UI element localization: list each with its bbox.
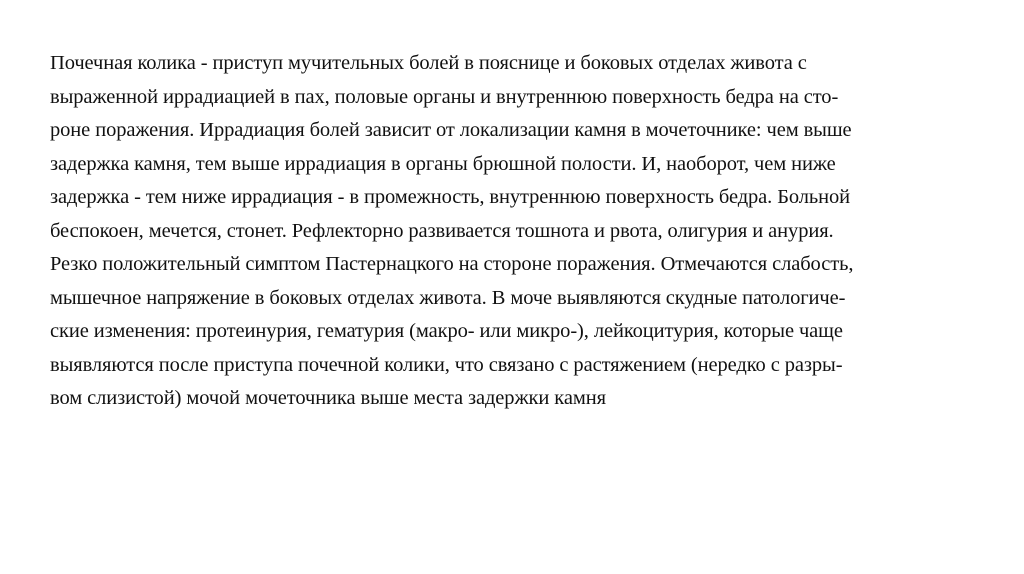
body-paragraph — [50, 47, 950, 416]
text-line: задержка - тем ниже иррадиация - в промежность, внутреннюю поверхность бедра. Больной — [50, 186, 851, 208]
text-line: мышечное напряжение в боковых отделах живота. В моче выявляются скудные патологиче- — [50, 286, 846, 309]
text-line: роне поражения. Иррадиация болей зависит от локализации камня в мочеточнике: чем выше — [50, 119, 852, 141]
text-line: Почечная колика - приступ мучительных болей в пояснице и боковых отделах живота с — [50, 52, 807, 74]
text-line: беспокоен, мечется, стонет. Рефлекторно развивается тошнота и рвота, олигурия и анурия. — [50, 219, 834, 242]
text-line: выраженной иррадиацией в пах, половые органы и внутреннюю поверхность бедра на сто- — [50, 85, 839, 108]
text-line: задержка камня, тем выше иррадиация в органы брюшной полости. И, наоборот, чем ниже — [50, 152, 836, 175]
text-line: ские изменения: протеинурия, гематурия (макро- или микро-), лейкоцитурия, которые чаще — [50, 320, 843, 342]
text-line: Резко положительный симптом Пастернацкого на стороне поражения. Отмечаются слабость, — [50, 253, 854, 275]
text-line: вом слизистой) мочой мочеточника выше места задержки камня — [50, 387, 606, 409]
text-line: выявляются после приступа почечной колики, что связано с растяжением (нередко с разры- — [50, 353, 843, 376]
